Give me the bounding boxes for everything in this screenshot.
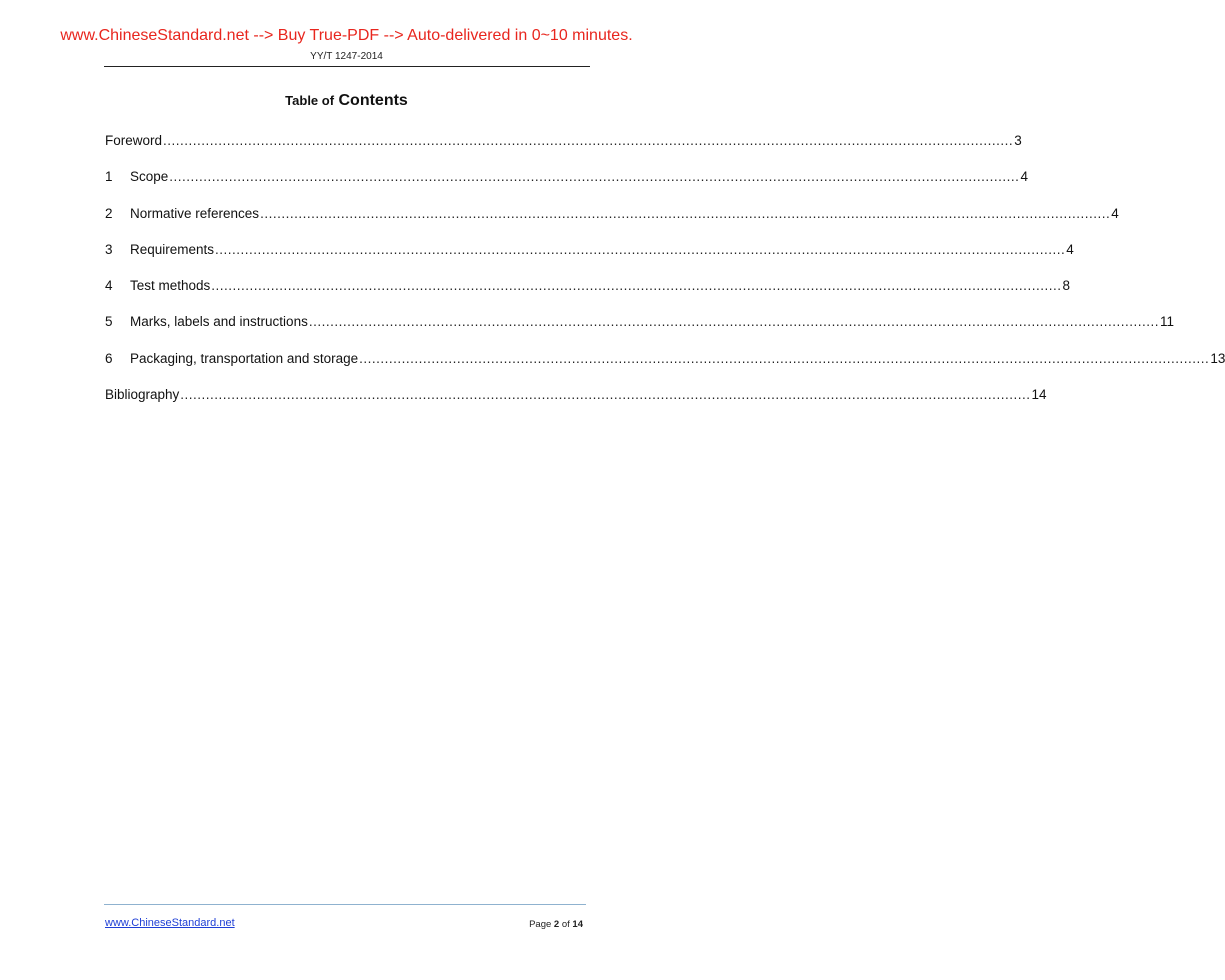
toc-entry-page: 4 <box>1111 205 1119 221</box>
toc-entry-foreword[interactable] <box>105 133 1022 169</box>
toc-leader-dots: ........................................................................................................................................................................................................ <box>163 133 1014 148</box>
toc-entry-label: Requirements <box>130 241 215 257</box>
footer-divider <box>104 904 586 905</box>
toc-entry-label: Bibliography <box>105 387 180 403</box>
toc-entry-label: Scope <box>130 169 169 185</box>
toc-entry-page: 13 <box>1210 350 1225 366</box>
toc-list <box>105 133 1225 423</box>
toc-entry-label: Marks, labels and instructions <box>130 314 308 330</box>
header-divider <box>104 66 590 67</box>
toc-leader-dots: ........................................................................................................................................................................................................ <box>308 314 1159 330</box>
toc-entry-number: 6 <box>105 350 113 366</box>
toc-entry-packaging[interactable] <box>105 350 1225 387</box>
page-current: 2 <box>553 919 560 930</box>
toc-leader-dots: ........................................................................................................................................................................................................ <box>359 350 1210 366</box>
toc-entry-scope[interactable] <box>105 169 1028 205</box>
toc-leader-dots: ........................................................................................................................................................................................................ <box>260 205 1111 221</box>
toc-entry-marks-labels[interactable] <box>105 314 1174 350</box>
toc-entry-number: 5 <box>105 314 113 330</box>
toc-entry-number: 3 <box>105 241 113 257</box>
toc-leader-dots: ........................................................................................................................................................................................................ <box>215 241 1066 257</box>
toc-entry-number: 4 <box>105 278 113 294</box>
document-code: YY/T 1247-2014 <box>310 51 383 62</box>
toc-entry-number: 2 <box>105 205 113 221</box>
toc-entry-page: 4 <box>1020 169 1028 185</box>
toc-entry-page: 4 <box>1066 241 1074 257</box>
toc-entry-label: Test methods <box>130 278 211 294</box>
toc-entry-requirements[interactable] <box>105 241 1074 278</box>
toc-title-main: Contents <box>338 92 408 109</box>
page-indicator <box>529 919 583 930</box>
page-total: 14 <box>572 919 583 930</box>
toc-entry-number: 1 <box>105 169 113 185</box>
toc-entry-page: 3 <box>1014 133 1022 148</box>
toc-title <box>0 92 693 110</box>
toc-entry-bibliography[interactable] <box>105 387 1047 423</box>
page-of-label: of <box>561 919 570 930</box>
page-label: Page <box>529 919 552 930</box>
toc-entry-normative-references[interactable] <box>105 205 1119 242</box>
footer-website-link[interactable]: www.ChineseStandard.net <box>105 917 235 929</box>
toc-entry-label: Packaging, transportation and storage <box>130 350 359 366</box>
toc-leader-dots: ........................................................................................................................................................................................................ <box>180 387 1031 403</box>
toc-entry-label: Normative references <box>130 205 260 221</box>
toc-entry-page: 8 <box>1062 278 1070 294</box>
toc-leader-dots: ........................................................................................................................................................................................................ <box>169 169 1020 185</box>
toc-entry-test-methods[interactable] <box>105 278 1070 314</box>
toc-title-prefix: Table of <box>285 93 335 108</box>
promo-banner[interactable]: www.ChineseStandard.net --> Buy True-PDF --> Auto-delivered in 0~10 minutes. <box>60 27 633 44</box>
toc-entry-page: 14 <box>1031 387 1047 403</box>
toc-entry-label: Foreword <box>105 133 163 148</box>
toc-leader-dots: ........................................................................................................................................................................................................ <box>211 278 1062 294</box>
toc-entry-page: 11 <box>1159 314 1174 330</box>
